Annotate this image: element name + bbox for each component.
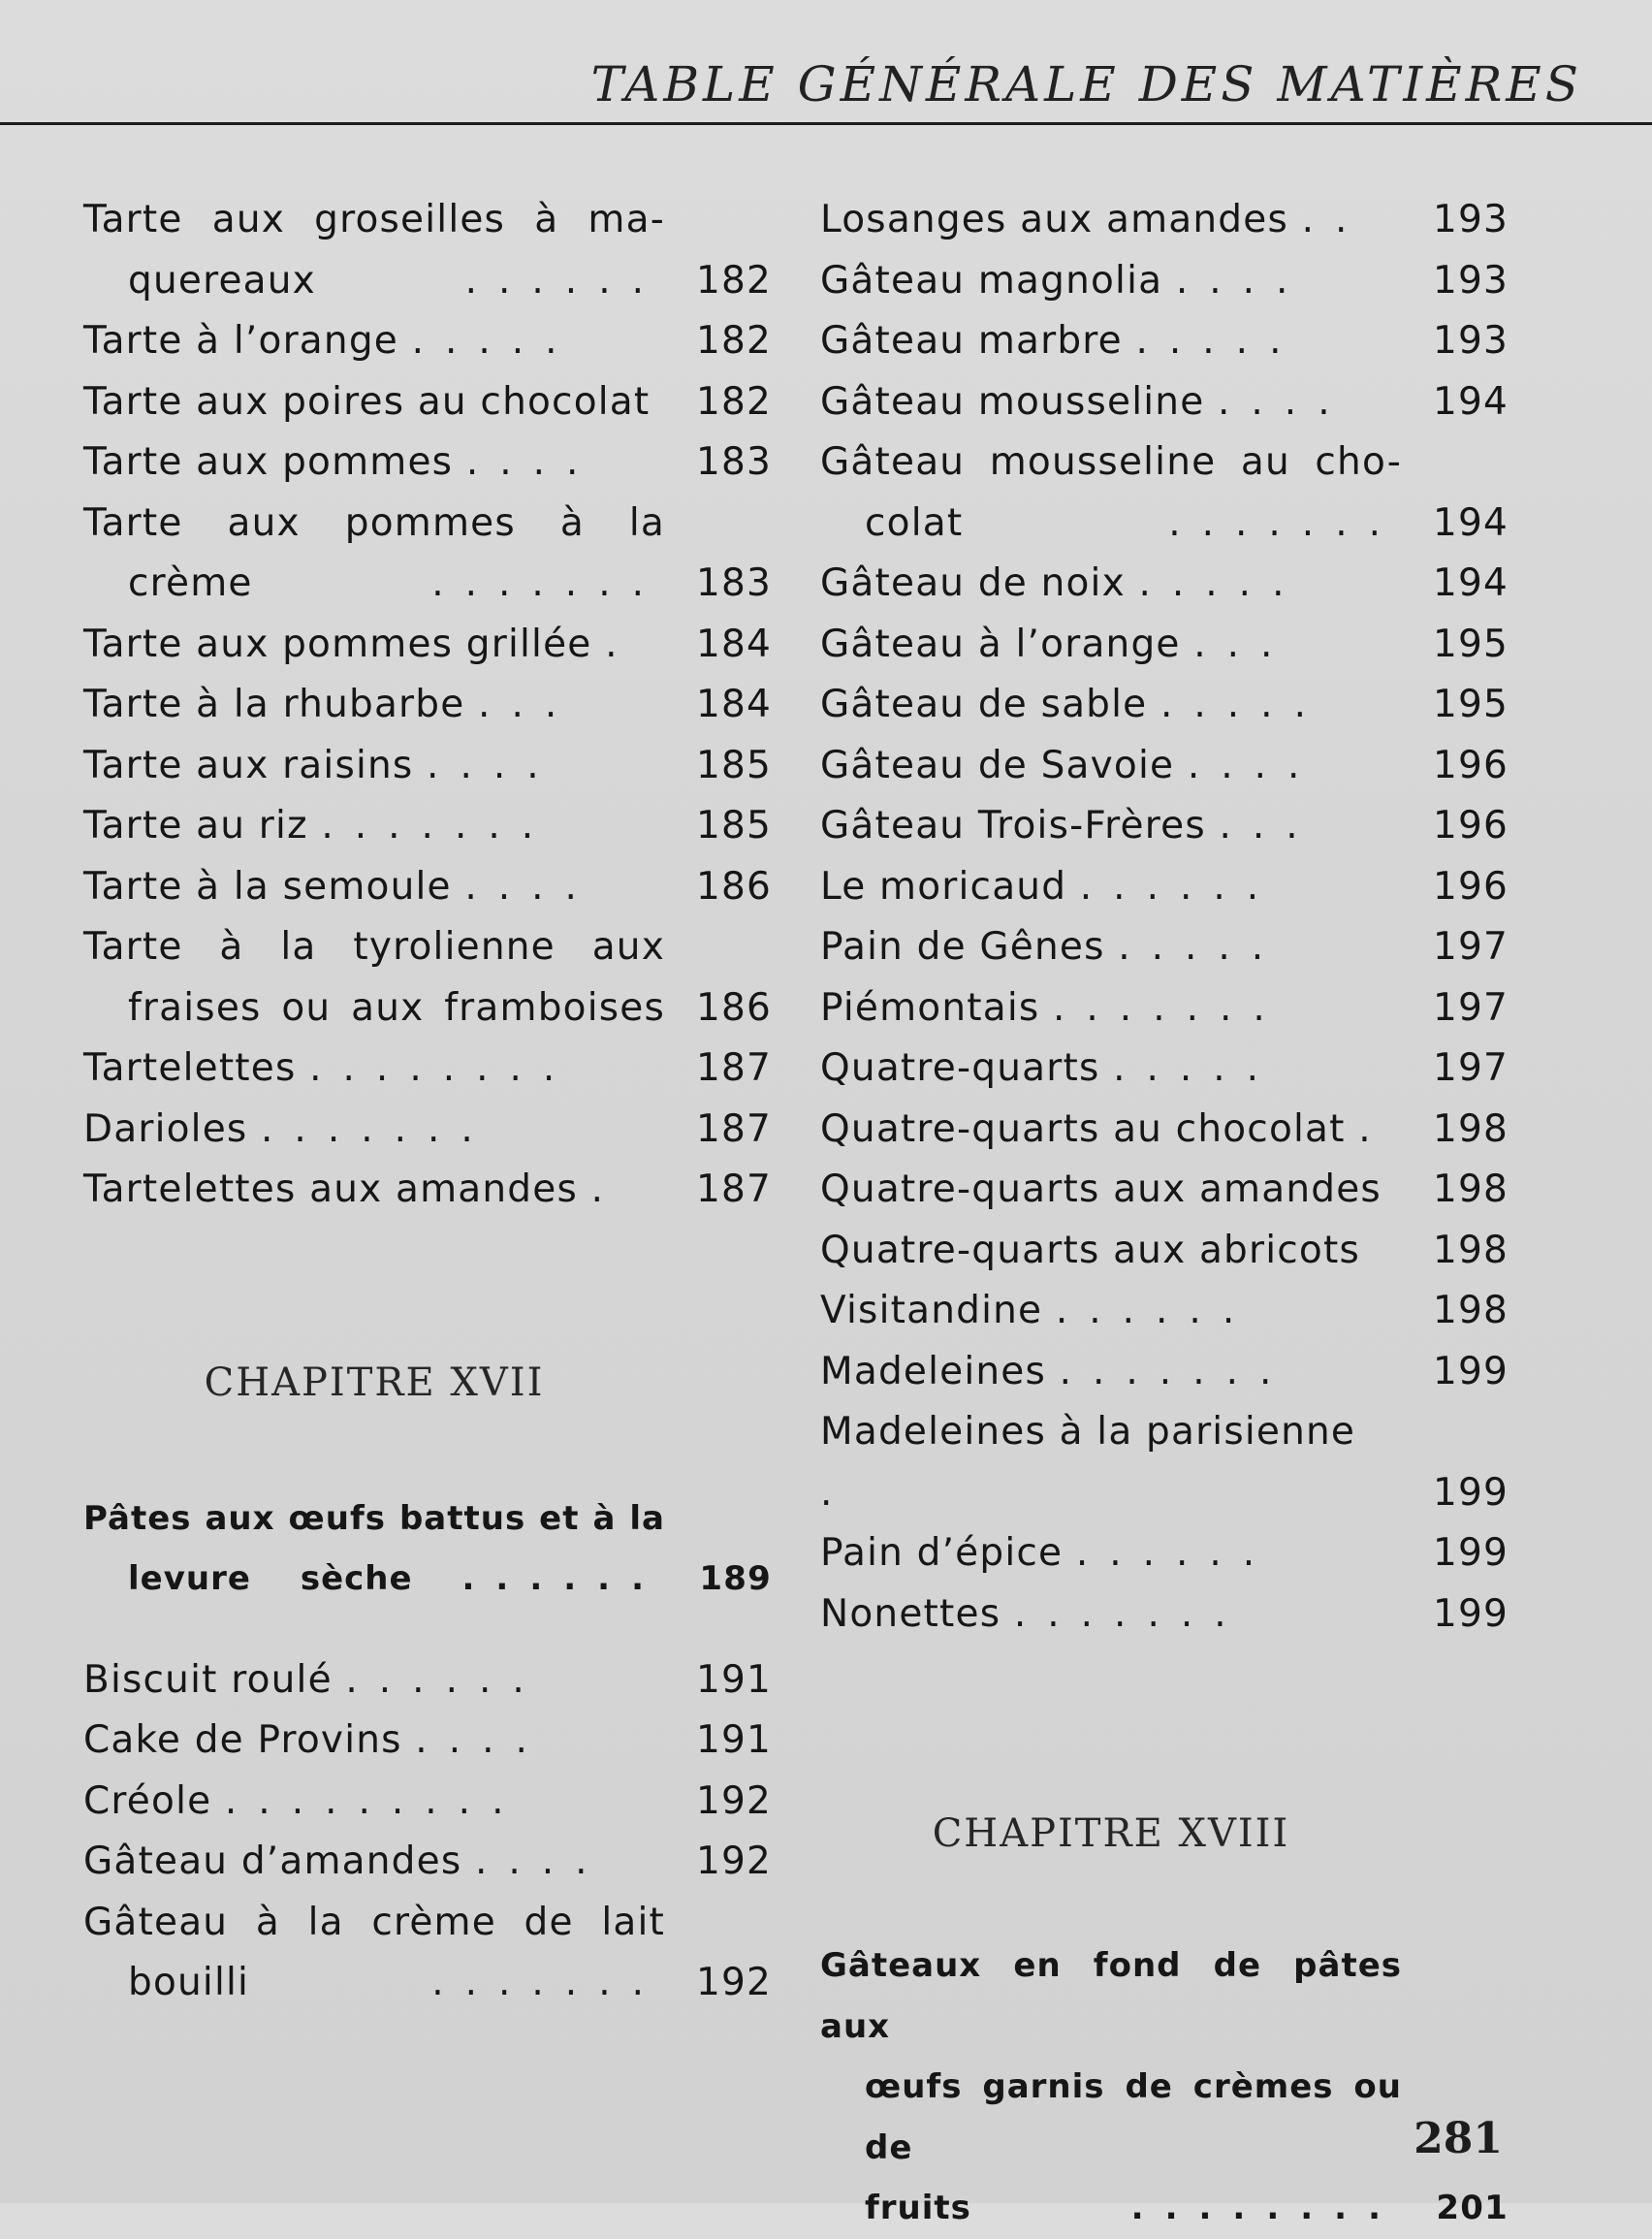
entry-title: Quatre-quarts aux amandes: [820, 1167, 1382, 1211]
entry-page: 198: [1432, 1167, 1509, 1211]
entry-title: Tarte au riz: [83, 804, 308, 848]
section-page: 189: [699, 1559, 772, 1598]
entry-title: Gâteau de Savoie: [820, 743, 1175, 787]
entry-title: Quatre-quarts: [820, 1046, 1100, 1090]
toc-entry[interactable]: Gâteau à la crème de lait bouilli ....... 192: [83, 1893, 781, 2014]
toc-entry[interactable]: Biscuit roulé ...... 191: [83, 1650, 781, 1711]
section-title: Pâtes aux œufs battus et à la: [83, 1498, 665, 1538]
toc-entry[interactable]: Tartelettes ........ 187: [83, 1039, 781, 1100]
entry-title: Gâteau Trois-Frères: [820, 804, 1206, 848]
entry-page: 198: [1432, 1228, 1509, 1272]
entry-page: 186: [695, 864, 772, 909]
section-title-cont: fruits: [865, 2189, 971, 2227]
entry-page: 195: [1432, 622, 1509, 666]
toc-entry[interactable]: Gâteau mousseline au cho- colat ....... 194: [820, 432, 1509, 554]
entry-title: Tarte à la semoule: [83, 864, 452, 909]
entry-page: 184: [695, 622, 772, 666]
page-number: 281: [1414, 2114, 1503, 2163]
entry-page: 192: [695, 1839, 772, 1883]
entry-title: Tarte à l’orange: [83, 319, 398, 363]
toc-entry[interactable]: Gâteau de sable ..... 195: [820, 675, 1509, 736]
toc-entry[interactable]: Quatre-quarts au chocolat . 198: [820, 1100, 1509, 1161]
entry-title: Gâteau à la crème de lait: [83, 1900, 665, 1944]
toc-entry[interactable]: [83, 917, 781, 1039]
toc-entry[interactable]: Cake de Provins .... 191: [83, 1711, 781, 1772]
entry-page: 193: [1432, 198, 1509, 241]
entry-title: Le moricaud: [820, 864, 1067, 909]
entry-title: Gâteau d’amandes: [83, 1839, 462, 1883]
entry-title: Tarte aux groseilles à ma-: [83, 198, 665, 241]
toc-entry[interactable]: Gâteau magnolia .... 193: [820, 251, 1509, 312]
entry-page: 194: [1432, 500, 1509, 545]
chapter-heading: CHAPITRE XVII: [204, 1359, 545, 1405]
section-page: 201: [1436, 2189, 1509, 2227]
entry-page: 182: [695, 319, 772, 363]
entry-title: Tarte à la rhubarbe: [83, 683, 465, 726]
entry-title: Gâteau mousseline au cho-: [820, 440, 1402, 484]
toc-entry[interactable]: Visitandine ...... 198: [820, 1281, 1509, 1342]
toc-entry[interactable]: Gâteau à l’orange ... 195: [820, 615, 1509, 676]
entry-title: Piémontais: [820, 985, 1040, 1030]
section-title-cont: œufs garnis de crèmes ou de: [865, 2067, 1402, 2167]
entry-page: 187: [695, 1046, 772, 1090]
toc-entry[interactable]: Créole ......... 192: [83, 1772, 781, 1833]
entry-title: Madeleines: [820, 1349, 1046, 1393]
header-rule: [0, 122, 1652, 125]
entry-page: 193: [1432, 319, 1509, 363]
entry-page: 194: [1432, 561, 1509, 605]
entry-page: 192: [695, 1961, 772, 2004]
toc-entry[interactable]: Pain de Gênes ..... 197: [820, 917, 1509, 978]
entry-page: 195: [1432, 683, 1509, 726]
entry-page: 182: [695, 379, 772, 424]
entry-title: Tartelettes: [83, 1046, 297, 1090]
entry-title: Pain d’épice: [820, 1531, 1064, 1575]
toc-entry[interactable]: Tarte aux pommes à la crème ....... 183: [83, 494, 781, 615]
toc-entry[interactable]: Gâteau d’amandes .... 192: [83, 1832, 781, 1893]
entry-page: 194: [1432, 379, 1509, 424]
toc-entry[interactable]: Le moricaud ...... 196: [820, 857, 1509, 918]
toc-entry[interactable]: Gâteau mousseline .... 194: [820, 372, 1509, 433]
entry-title-cont: crème: [128, 561, 253, 605]
toc-entry[interactable]: Quatre-quarts ..... 197: [820, 1039, 1509, 1100]
toc-entry[interactable]: Madeleines ....... 199: [820, 1342, 1509, 1403]
toc-entry[interactable]: [83, 372, 781, 433]
left-column: [83, 190, 781, 2014]
entry-title: Gâteau magnolia: [820, 258, 1163, 303]
entry-title: Gâteau de sable: [820, 683, 1148, 726]
entry-title: Tarte aux poires au chocolat: [83, 379, 651, 424]
toc-entry[interactable]: Tarte à la semoule .... 186: [83, 857, 781, 918]
entry-page: 187: [695, 1106, 772, 1151]
toc-entry[interactable]: Tarte à l’orange ..... 182: [83, 311, 781, 372]
entry-page: 186: [695, 985, 772, 1030]
entry-title: Gâteau marbre: [820, 319, 1123, 363]
toc-entry[interactable]: Tarte aux pommes .... 183: [83, 432, 781, 494]
entry-page: 198: [1432, 1106, 1509, 1151]
toc-entry[interactable]: Pain d’épice ...... 199: [820, 1523, 1509, 1584]
toc-entry[interactable]: Gâteau de noix ..... 194: [820, 554, 1509, 615]
entry-page: 192: [695, 1778, 772, 1823]
entry-title: Gâteau à l’orange: [820, 622, 1181, 666]
entry-title: Quatre-quarts aux abricots: [820, 1228, 1360, 1272]
toc-entry[interactable]: [820, 1221, 1509, 1282]
section-title-cont: levure sèche: [128, 1559, 413, 1598]
entry-title: Biscuit roulé: [83, 1657, 333, 1702]
toc-entry[interactable]: [820, 1160, 1509, 1221]
entry-page: 191: [695, 1657, 772, 1702]
entry-page: 199: [1432, 1470, 1509, 1515]
entry-title: Visitandine: [820, 1289, 1043, 1332]
entry-title: Pain de Gênes: [820, 925, 1105, 969]
entry-page: 196: [1432, 743, 1509, 787]
toc-entry[interactable]: Gâteau de Savoie .... 196: [820, 736, 1509, 797]
toc-entry[interactable]: Madeleines à la parisienne . 199: [820, 1402, 1509, 1523]
entry-title: Tartelettes aux amandes: [83, 1167, 578, 1211]
toc-entry[interactable]: Tarte aux pommes grillée . 184: [83, 615, 781, 676]
section-title: Gâteaux en fond de pâtes aux: [820, 1946, 1402, 2046]
toc-entry[interactable]: Darioles ....... 187: [83, 1100, 781, 1161]
entry-title-cont: colat: [865, 500, 964, 545]
entry-title: Tarte à la tyrolienne aux: [83, 925, 665, 969]
entry-title: Losanges aux amandes: [820, 198, 1288, 241]
entry-title: Créole: [83, 1778, 212, 1823]
toc-entry[interactable]: Tarte à la rhubarbe ... 184: [83, 675, 781, 736]
entry-title-cont: bouilli: [128, 1961, 250, 2004]
entry-page: 183: [695, 561, 772, 605]
toc-entry[interactable]: Tarte aux raisins .... 185: [83, 736, 781, 797]
entry-page: 199: [1432, 1591, 1509, 1636]
entry-page: 199: [1432, 1349, 1509, 1393]
entry-page: 182: [695, 258, 772, 303]
entry-page: 184: [695, 683, 772, 726]
entry-page: 191: [695, 1718, 772, 1762]
section-entry[interactable]: Gâteaux en fond de pâtes aux œufs garnis de crèmes ou de fruits ........ 201: [820, 1935, 1509, 2239]
entry-page: 185: [695, 804, 772, 848]
right-column: [820, 190, 1509, 2239]
entry-title: Cake de Provins: [83, 1718, 402, 1762]
entry-title: Quatre-quarts au chocolat: [820, 1106, 1346, 1151]
entry-title: Gâteau mousseline: [820, 379, 1205, 424]
entry-page: 193: [1432, 258, 1509, 303]
entry-title: Gâteau de noix: [820, 561, 1126, 605]
toc-entry[interactable]: Tarte au riz ....... 185: [83, 796, 781, 857]
entry-page: 183: [695, 440, 772, 484]
chapter-heading: CHAPITRE XVIII: [932, 1811, 1290, 1856]
entry-title-cont: quereaux: [128, 258, 316, 303]
toc-entry[interactable]: Nonettes ....... 199: [820, 1584, 1509, 1646]
entry-title: Madeleines à la parisienne: [820, 1410, 1356, 1454]
toc-entry[interactable]: Piémontais ....... 197: [820, 978, 1509, 1040]
entry-title: Tarte aux pommes: [83, 440, 454, 484]
entry-page: 197: [1432, 985, 1509, 1030]
toc-entry[interactable]: Losanges aux amandes .. 193: [820, 190, 1509, 251]
entry-page: 196: [1432, 864, 1509, 909]
running-title: TABLE GÉNÉRALE DES MATIÈRES: [590, 56, 1582, 112]
toc-entry[interactable]: Tartelettes aux amandes . 187: [83, 1160, 781, 1221]
entry-page: 198: [1432, 1289, 1509, 1332]
entry-page: 185: [695, 743, 772, 787]
toc-entry[interactable]: Gâteau Trois-Frères ... 196: [820, 796, 1509, 857]
entry-page: 199: [1432, 1531, 1509, 1575]
entry-page: 197: [1432, 925, 1509, 969]
entry-title-cont: fraises ou aux framboises: [128, 985, 665, 1030]
entry-page: 187: [695, 1167, 772, 1211]
toc-entry[interactable]: Gâteau marbre ..... 193: [820, 311, 1509, 372]
entry-title: Tarte aux pommes grillée: [83, 622, 592, 666]
entry-page: 197: [1432, 1046, 1509, 1090]
entry-title: Tarte aux pommes à la: [83, 500, 665, 545]
entry-title: Tarte aux raisins: [83, 743, 414, 787]
section-entry[interactable]: Pâtes aux œufs battus et à la levure sèche ...... 189: [83, 1488, 781, 1610]
toc-entry[interactable]: Tarte aux groseilles à ma- quereaux ...... 182: [83, 190, 781, 311]
entry-title: Darioles: [83, 1106, 248, 1151]
entry-page: 196: [1432, 804, 1509, 848]
entry-title: Nonettes: [820, 1591, 1001, 1636]
